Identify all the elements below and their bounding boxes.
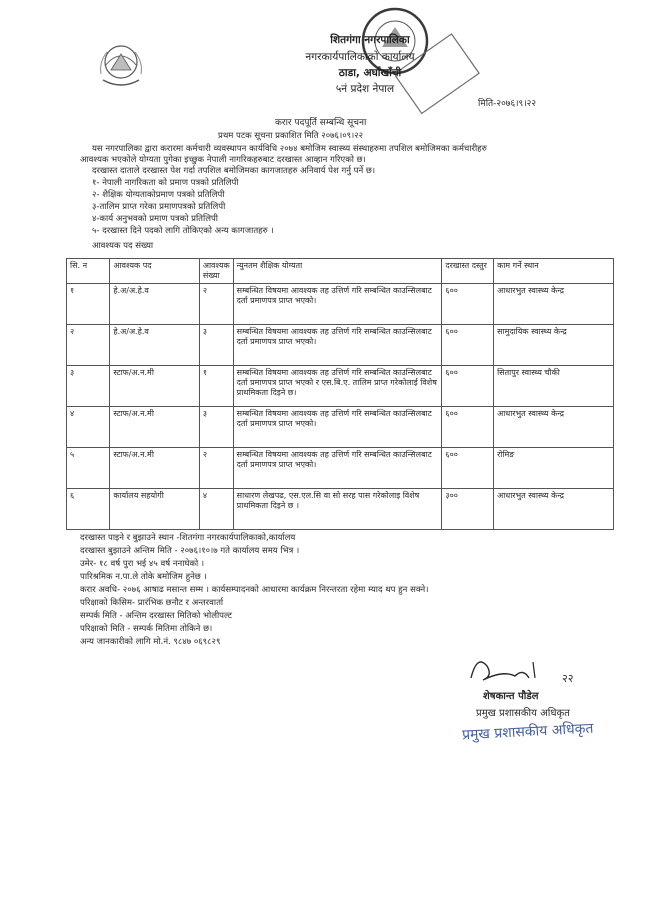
cell-count: ३: [199, 325, 233, 366]
intro-line-3: दरखास्त दाताले दरखास्त पेश गर्दा तपशिल बमोजिमका कागजातहरु अनिवार्य पेश गर्नु पर्ने छ।: [92, 166, 376, 176]
cell-place: सामुदायिक स्वास्थ्य केन्द्र: [494, 325, 614, 366]
cell-count: २: [199, 448, 233, 489]
footer-line: करार अवधि- २०७६ आषाढ मसान्त सम्म । कार्यसम्पादनको आधारमा कार्यक्रम निरन्तरता रहेमा म्याद थप हुन सक्ने।: [80, 585, 429, 595]
cell-post: स्टाफ/अ.न.मी: [110, 407, 200, 448]
doc-item: ४-कार्य अनुभवको प्रमाण पत्रको प्रतिलिपी: [92, 214, 218, 224]
cell-qualification: सम्बन्धित विषयमा आवश्यक तह उत्तिर्ण गरि सम्बन्धित काउन्सिलबाट दर्ता प्रमाणपत्र प्राप्त भएको।: [233, 325, 442, 366]
notice-date: मिति-२०७६।९।२२: [478, 99, 537, 109]
cell-sn: १: [67, 284, 110, 325]
cell-post: स्टाफ/अ.न.मी: [110, 366, 200, 407]
cell-count: १: [199, 366, 233, 407]
footer-line: दरखास्त पाइने र बुझाउने स्थान -शितगंगा नगरकार्यपालिकाको,कार्यालय: [80, 533, 296, 543]
col-header: दरखास्त दस्तुर: [442, 259, 494, 284]
col-header: न्युनतम शैक्षिक योग्यता: [233, 259, 442, 284]
doc-item: ३-तालिम प्राप्त गरेका प्रमाणपत्रको प्रतिलिपी: [92, 202, 226, 212]
signature-date: २२: [562, 672, 574, 685]
table-caption: आवश्यक पद संख्या: [92, 241, 154, 251]
cell-fee: ६००: [442, 407, 494, 448]
cell-fee: ६००: [442, 284, 494, 325]
cell-count: २: [199, 284, 233, 325]
table-row: [67, 366, 614, 407]
footer-line: सम्पर्क मिति - अन्तिम दरखास्त मितिको भोलीपल्ट: [80, 611, 232, 621]
cell-sn: ५: [67, 448, 110, 489]
signatory-title: प्रमुख प्रशासकीय अधिकृत: [476, 708, 570, 719]
table-row: [67, 284, 614, 325]
cell-post: हे.अ/अ.हे.व: [110, 284, 200, 325]
cell-place: आधारभुत स्वास्थ्य केन्द्र: [494, 284, 614, 325]
header-municipality: शितगंगा नगरपालिका: [330, 34, 410, 46]
notice-title: करार पदपूर्ति सम्बन्धि सूचना: [275, 118, 367, 128]
cell-count: ३: [199, 407, 233, 448]
header-office: नगरकार्यपालिकाको कार्यालय: [305, 51, 415, 63]
cell-qualification: साधारण लेखपढ, एस.एल.सि वा सो सरह पास गरेकोलाइ विशेष प्राथमिकता दिइने छ ।: [233, 489, 442, 530]
header-province: ५नं प्रदेश नेपाल: [335, 83, 395, 95]
nepal-emblem-icon: [95, 40, 147, 92]
doc-item: १- नेपाली नागरिकता को प्रमाण पत्रको प्रतिलिपी: [92, 178, 239, 188]
footer-line: दरखास्त बुझाउने अन्तिम मिति - २०७६।१०।७ गते कार्यालय समय भित्र ।: [80, 546, 300, 556]
notice-subtitle: प्रथम पटक सूचना प्रकाशित मिति २०७६।०९।२२: [218, 131, 364, 141]
footer-line: अन्य जानकारीको लागि मो.नं. ९८४७ ०६९८२९: [80, 637, 221, 647]
intro-line-2: आवश्यक भएकोले योग्यता पुगेका इच्छुक नेपाली नागरिकहरुबाट दरखास्त आव्हान गरिएको छ।: [80, 155, 366, 165]
footer-line: पारिश्रमिक न.पा.ले तोके बमोजिम हुनेछ ।: [80, 572, 207, 582]
col-header: सि. न: [67, 259, 110, 284]
col-header: आवश्यक संख्या: [199, 259, 233, 284]
designation-stamp: प्रमुख प्रशासकीय अधिकृत: [461, 720, 594, 744]
col-header: आवश्यक पद: [110, 259, 200, 284]
cell-qualification: सम्बन्धित विषयमा आवश्यक तह उत्तिर्ण गरि सम्बन्धित काउन्सिलबाट दर्ता प्रमाणपत्र प्राप्त भएको र एस.बि.ए. तालिम प्राप्त गरेकोलाई विशेष प्राथमिकता दिइने छ।: [233, 366, 442, 407]
cell-fee: ६००: [442, 325, 494, 366]
cell-fee: ६००: [442, 366, 494, 407]
cell-sn: ६: [67, 489, 110, 530]
doc-item: ५- दरखास्त दिने पदको लागि तोकिएको अन्य कागजातहरु ।: [92, 226, 274, 236]
table-row: [67, 448, 614, 489]
cell-place: आधारभुत स्वास्थ्य केन्द्र: [494, 489, 614, 530]
cell-sn: २: [67, 325, 110, 366]
cell-fee: ६००: [442, 448, 494, 489]
table-header-row: [67, 259, 614, 284]
cell-post: कार्यालय सहयोगी: [110, 489, 200, 530]
cell-post: स्टाफ/अ.न.मी: [110, 448, 200, 489]
cell-qualification: सम्बन्धित विषयमा आवश्यक तह उत्तिर्ण गरि सम्बन्धित काउन्सिलबाट दर्ता प्रमाणपत्र प्राप्त भएको।: [233, 407, 442, 448]
footer-line: परिक्षाको किसिम- प्रारंभिक छनौट र अन्तरवार्ता: [80, 598, 224, 608]
footer-line: उमेर- १८ वर्ष पुरा भई ४५ वर्ष ननाघेको ।: [80, 559, 205, 569]
table-row: [67, 407, 614, 448]
col-header: काम गर्ने स्थान: [494, 259, 614, 284]
cell-sn: ३: [67, 366, 110, 407]
vacancy-table: [66, 258, 614, 530]
cell-post: हे.अ/अ.हे.व: [110, 325, 200, 366]
intro-line-1: यस नगरपालिका द्वारा करारमा कर्मचारी व्यवस्थापन कार्यविधि २०७४ बमोजिम स्वास्थ्य संस्थाहरुमा तपशिल बमोजिमका कर्मचारीहरु: [92, 144, 487, 154]
cell-fee: ३००: [442, 489, 494, 530]
signature-icon: [463, 648, 573, 688]
cell-sn: ४: [67, 407, 110, 448]
cell-qualification: सम्बन्धित विषयमा आवश्यक तह उत्तिर्ण गरि सम्बन्धित काउन्सिलबाट दर्ता प्रमाणपत्र प्राप्त भएको।: [233, 448, 442, 489]
table-row: [67, 489, 614, 530]
header-location: ठाडा, अर्घाखाँची: [338, 67, 402, 79]
doc-item: २- शैक्षिक योग्यताकोप्रमाण पत्रको प्रतिलिपी: [92, 190, 225, 200]
footer-line: परिक्षाको मिति - सम्पर्क मितिमा तोकिने छ।: [80, 624, 213, 634]
signatory-name: शेषकान्त पौडेल: [483, 691, 539, 702]
cell-qualification: सम्बन्धित विषयमा आवश्यक तह उत्तिर्ण गरि सम्बन्धित काउन्सिलबाट दर्ता प्रमाणपत्र प्राप्त भएको।: [233, 284, 442, 325]
table-row: [67, 325, 614, 366]
cell-place: आधारभुत स्वास्थ्य केन्द्र: [494, 407, 614, 448]
cell-place: सितापुर स्वास्थ्य चौकी: [494, 366, 614, 407]
cell-count: ४: [199, 489, 233, 530]
cell-place: रोमिङ: [494, 448, 614, 489]
